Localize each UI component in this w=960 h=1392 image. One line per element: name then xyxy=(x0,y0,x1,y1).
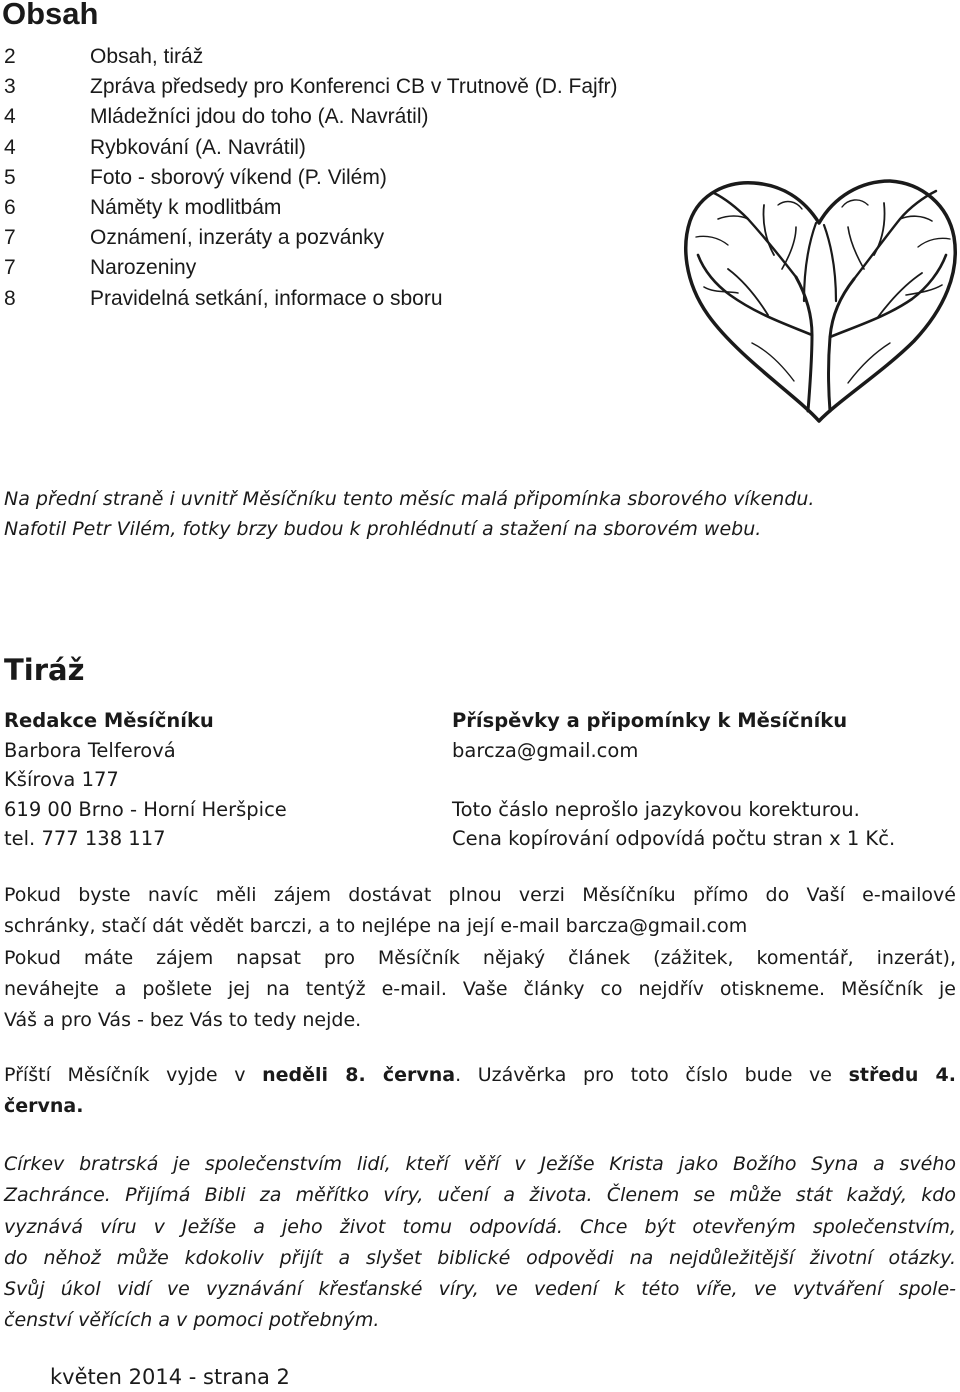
paragraph-line: schránky, stačí dát vědět barczi, a to nejlépe na její e-mail barcza@gmail.com xyxy=(4,915,748,938)
church-description xyxy=(4,1149,956,1337)
editorial-contact xyxy=(4,706,424,854)
toc-item xyxy=(4,72,644,102)
toc-title: Rybkování (A. Navrátil) xyxy=(90,135,306,159)
toc-item xyxy=(4,102,644,132)
toc-page-number: 8 xyxy=(4,286,16,310)
editor-street: Kšírova 177 xyxy=(4,768,119,792)
contributions-email[interactable]: barcza@gmail.com xyxy=(452,738,639,762)
next-issue-paragraph xyxy=(4,1060,956,1123)
tiraz-heading: Tiráž xyxy=(4,653,85,687)
toc-title: Foto - sborový víkend (P. Vilém) xyxy=(90,165,387,189)
toc-title: Zpráva předsedy pro Konferenci CB v Trutnově (D. Fajfr) xyxy=(90,75,618,99)
paragraph-line: Církev bratrská je společenstvím lidí, kteří věří v Ježíše Krista jako Božího Syna a svého xyxy=(4,1153,956,1175)
contributions-contact xyxy=(452,706,960,854)
toc-item xyxy=(4,163,644,193)
toc-item xyxy=(4,223,644,253)
paragraph-line: Pokud máte zájem napsat pro Měsíčník nějaký článek (zážitek, komentář, inzerát), xyxy=(4,946,956,969)
deadline-month: června. xyxy=(4,1095,84,1118)
page-title: Obsah xyxy=(2,0,99,31)
paragraph-line: Zachránce. Přijímá Bibli za měřítko víry, učení a života. Členem se může stát každý, kdo xyxy=(4,1184,956,1207)
toc-page-number: 7 xyxy=(4,226,16,250)
toc-page-number: 4 xyxy=(4,105,16,129)
toc-title: Oznámení, inzeráty a pozvánky xyxy=(90,226,385,250)
caption-line: Nafotil Petr Vilém, fotky brzy budou k prohlédnutí a stažení na sborovém webu. xyxy=(4,518,762,540)
cover-photo-caption xyxy=(4,484,960,544)
table-of-contents xyxy=(4,42,644,314)
next-issue-prefix: Příští Měsíčník vyjde v xyxy=(4,1064,263,1086)
toc-page-number: 4 xyxy=(4,135,16,159)
paragraph-line: do něhož může kdokoliv přijít a slyšet biblické odpovědi na nejdůležitější životní otázky. xyxy=(4,1246,956,1269)
paragraph-line: čenství věřících a v pomoci potřebným. xyxy=(4,1309,380,1332)
next-issue-middle: . Uzávěrka pro toto číslo bude ve xyxy=(455,1064,849,1086)
toc-item xyxy=(4,42,644,72)
toc-page-number: 7 xyxy=(4,256,16,280)
next-issue-date: neděli 8. června xyxy=(262,1064,456,1086)
toc-title: Mládežníci jdou do toho (A. Navrátil) xyxy=(90,105,429,129)
toc-item xyxy=(4,193,644,223)
toc-page-number: 3 xyxy=(4,75,16,99)
toc-item xyxy=(4,253,644,283)
subscription-paragraph xyxy=(4,880,956,1036)
toc-page-number: 6 xyxy=(4,196,16,220)
page-footer: květen 2014 - strana 2 xyxy=(50,1365,290,1389)
contributions-heading: Příspěvky a připomínky k Měsíčníku xyxy=(452,709,848,732)
toc-page-number: 5 xyxy=(4,165,16,189)
paragraph-line xyxy=(4,1091,956,1122)
caption-line: Na přední straně i uvnitř Měsíčníku tento měsíc malá připomínka sborového víkendu. xyxy=(4,488,815,510)
editor-phone: tel. 777 138 117 xyxy=(4,827,166,851)
editor-city: 619 00 Brno - Horní Heršpice xyxy=(4,797,287,821)
paragraph-line: vyznává víru v Ježíše a jeho život tomu odpovídá. Chce být otevřeným společenstvím, xyxy=(4,1215,956,1238)
proofreading-note: Toto čáslo neprošlo jazykovou korekturou. xyxy=(452,797,860,821)
paragraph-line: Svůj úkol vidí ve vyznávání křesťanské víry, ve vedení k této víře, ve vytváření spole- xyxy=(4,1278,956,1301)
paragraph-line: neváhejte a pošlete jej na tentýž e-mail. Vaše články co nejdřív otiskneme. Měsíčník je xyxy=(4,977,956,1000)
toc-title: Pravidelná setkání, informace o sboru xyxy=(90,286,443,310)
paragraph-line xyxy=(4,1060,956,1091)
toc-item xyxy=(4,133,644,163)
toc-title: Obsah, tiráž xyxy=(90,45,204,68)
deadline-date: středu 4. xyxy=(848,1064,956,1086)
editorial-heading: Redakce Měsíčníku xyxy=(4,709,214,732)
paragraph-line: Váš a pro Vás - bez Vás to tedy nejde. xyxy=(4,1009,362,1032)
toc-item xyxy=(4,284,644,314)
editor-name: Barbora Telferová xyxy=(4,738,176,762)
paragraph-line: Pokud byste navíc měli zájem dostávat plnou verzi Měsíčníku přímo do Vaší e-mailové xyxy=(4,884,956,906)
toc-page-number: 2 xyxy=(4,45,16,68)
toc-title: Narozeniny xyxy=(90,256,197,280)
toc-title: Náměty k modlitbám xyxy=(90,196,282,220)
heart-tree-icon xyxy=(678,175,960,427)
copy-price-note: Cena kopírování odpovídá počtu stran x 1 Kč. xyxy=(452,827,896,851)
